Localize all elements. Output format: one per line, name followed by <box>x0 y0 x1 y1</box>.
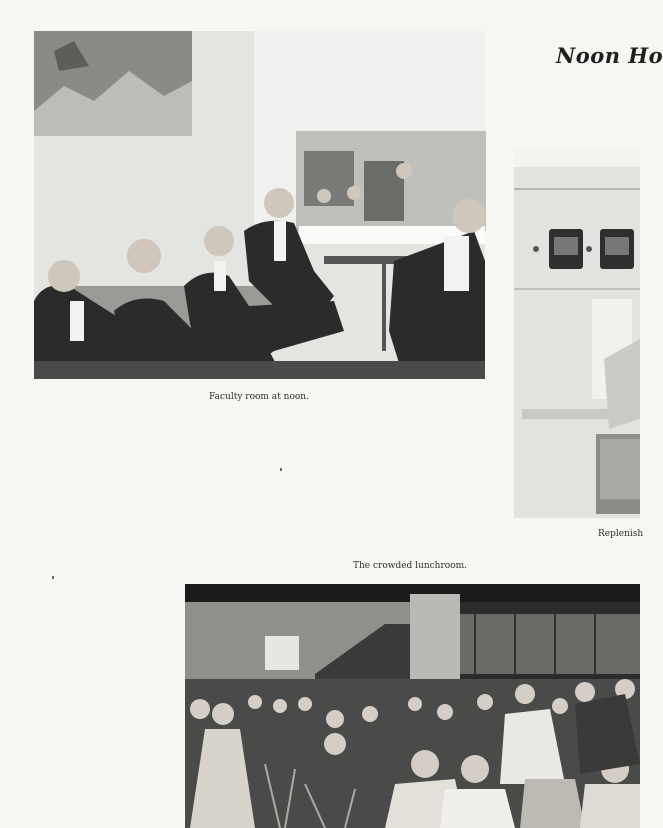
faculty-room-caption: Faculty room at noon. <box>209 392 309 402</box>
page-heading: Noon Ho <box>556 43 663 68</box>
lunchroom-photo <box>185 584 640 828</box>
print-speck <box>280 468 282 471</box>
replenish-caption: Replenish <box>598 529 644 539</box>
vending-machines-photo <box>514 149 640 518</box>
faculty-room-photo <box>34 31 485 379</box>
lunchroom-caption: The crowded lunchroom. <box>353 561 468 571</box>
print-speck <box>52 576 54 579</box>
